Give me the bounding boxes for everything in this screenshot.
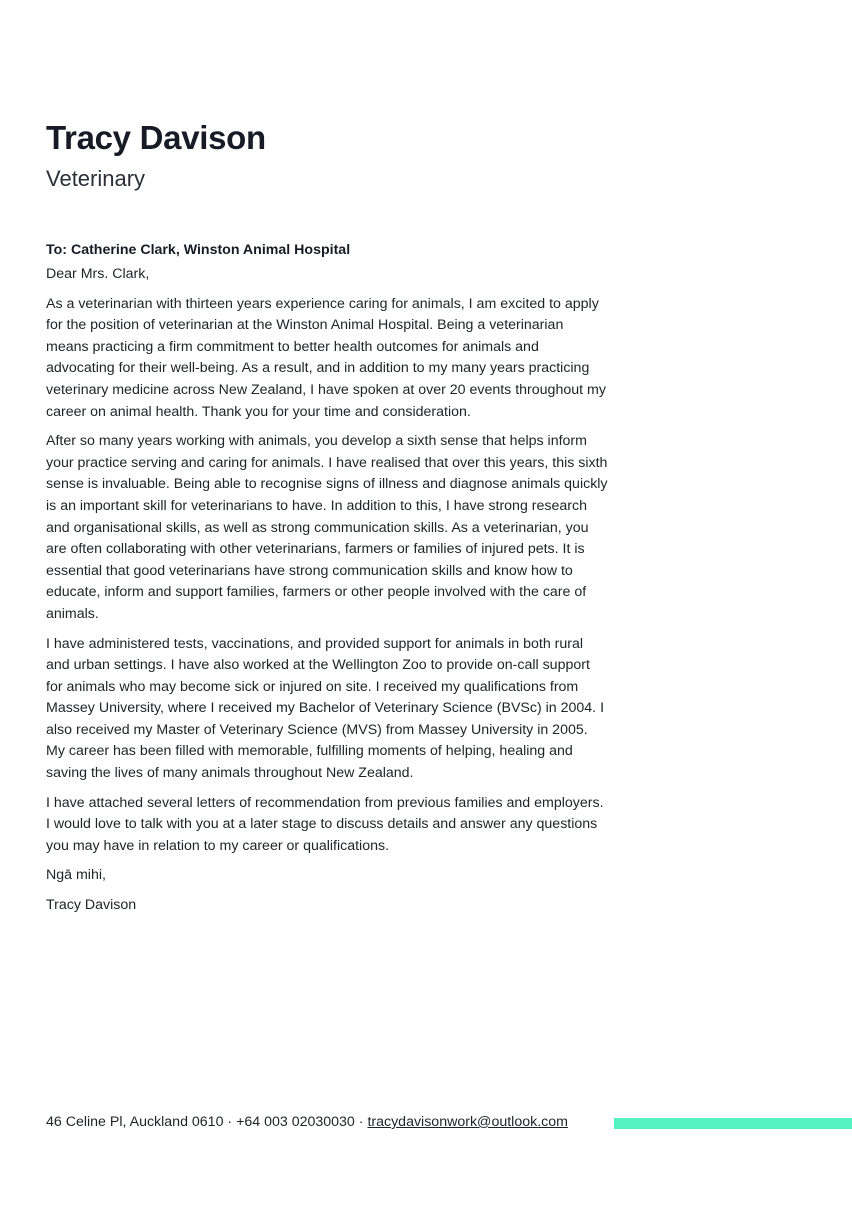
recipient-line: To: Catherine Clark, Winston Animal Hospital (46, 242, 351, 258)
applicant-name: Tracy Davison (46, 119, 266, 156)
contact-footer (46, 1112, 606, 1132)
footer-separator: · (223, 1114, 237, 1130)
paragraph-2: After so many years working with animals, you develop a sixth sense that helps inform your practice serving and caring for animals. I have realised that over this years, this sixth sense is invaluable. Being able to recognise signs of illness and diagnose animals quickly is an important skill for veterinarians to have. In addition to this, I have strong research and organisational skills, as well as strong communication skills. As a veterinarian, you are often collaborating with other veterinarians, farmers or families of injured pets. It is essential that good veterinarians have strong communication skills and know how to educate, inform and support families, farmers or other people involved with the care of animals. (46, 433, 608, 622)
paragraph-4: I have attached several letters of recommendation from previous families and employers. I would love to talk with you at a later stage to discuss details and answer any questions you may have in relation to my career or qualifications. (46, 794, 604, 854)
letter-body (46, 240, 608, 917)
job-title: Veterinary (46, 166, 146, 191)
letter-header (46, 118, 646, 194)
closing: Ngā mihi, (46, 867, 106, 884)
paragraph-1: As a veterinarian with thirteen years experience caring for animals, I am excited to apply for the position of veterinarian at the Winston Animal Hospital. Being a veterinarian means practicing a firm commitment to better health outcomes for animals and advocating for their well-being. As a result, and in addition to my many years practicing veterinary medicine across New Zealand, I have spoken at over 20 events throughout my career on animal health. Thank you for your time and consideration. (46, 295, 606, 420)
footer-separator: · (354, 1114, 368, 1130)
signature: Tracy Davison (46, 897, 137, 914)
paragraph-3: I have administered tests, vaccinations, and provided support for animals in both rural and urban settings. I have also worked at the Wellington Zoo to provide on-call support for animals who may become sick or injured on site. I received my qualifications from Massey University, where I received my Bachelor of Veterinary Science (BVSc) in 2004. I also received my Master of Veterinary Science (MVS) from Massey University in 2005. My career has been filled with memorable, fulfilling moments of helping, healing and saving the lives of many animals throughout New Zealand. (46, 635, 605, 782)
footer-email-link[interactable]: tracydavisonwork@outlook.com (367, 1114, 568, 1130)
footer-phone: +64 003 02030030 (236, 1114, 355, 1130)
footer-address: 46 Celine Pl, Auckland 0610 (46, 1114, 224, 1130)
accent-bar (614, 1118, 852, 1129)
salutation: Dear Mrs. Clark, (46, 266, 150, 282)
